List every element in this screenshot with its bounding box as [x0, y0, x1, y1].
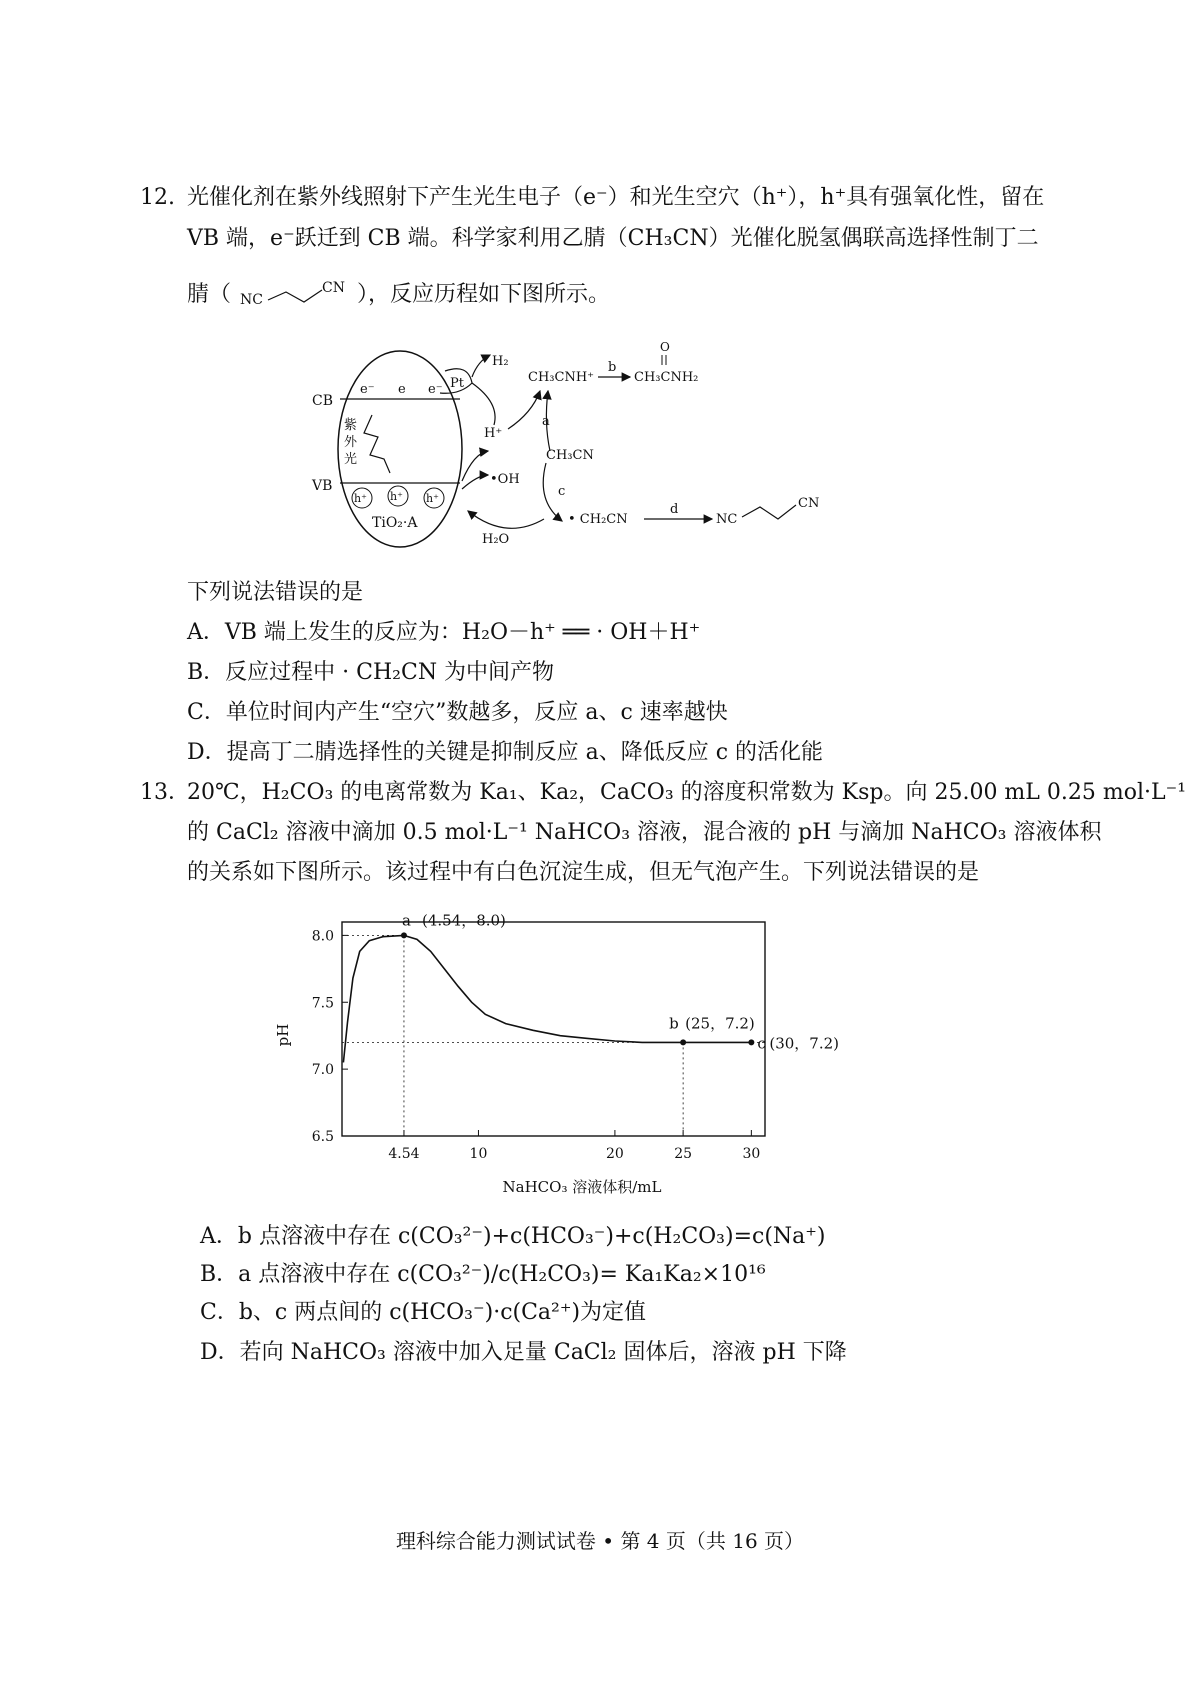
point-a-coords: (4.54，8.0)	[421, 911, 506, 930]
q13-number: 13．	[140, 780, 190, 805]
x-tick-label: 25	[674, 1146, 693, 1162]
step-c-label: c	[558, 484, 566, 499]
x-tick-label: 30	[742, 1146, 761, 1162]
q12-option-c: C．单位时间内产生“空穴”数越多，反应 a、c 速率越快	[187, 700, 728, 725]
point-a	[401, 932, 407, 938]
q13-option-b: B．a 点溶液中存在 c(CO₃²⁻)/c(H₂CO₃)= Ka₁Ka₂×10¹⁶	[200, 1262, 766, 1287]
q13-line-1: 20℃，H₂CO₃ 的电离常数为 Ka₁、Ka₂，CaCO₃ 的溶度积常数为 Ksp。向 25.00 mL 0.25 mol·L⁻¹	[187, 780, 1187, 805]
inline-structure	[238, 278, 350, 312]
q13-line-3: 的关系如下图所示。该过程中有白色沉淀生成，但无气泡产生。下列说法错误的是	[187, 860, 980, 885]
x-tick-label: 10	[469, 1146, 488, 1162]
succinonitrile-structure-icon	[238, 278, 350, 312]
acetonitrile-label: CH₃CN	[546, 448, 594, 463]
point-c-name: c	[757, 1034, 766, 1053]
x-axis-label: NaHCO₃ 溶液体积/mL	[502, 1178, 662, 1196]
q12-line-2: VB 端，e⁻跃迁到 CB 端。科学家利用乙腈（CH₃CN）光催化脱氢偶联高选择性制丁二	[187, 226, 1039, 251]
hole-1: h⁺	[354, 492, 367, 505]
q12-number: 12.	[140, 185, 175, 210]
point-b-name: b	[669, 1014, 679, 1033]
point-b-coords: (25，7.2)	[685, 1014, 755, 1033]
q13-option-c: C．b、c 两点间的 c(HCO₃⁻)·c(Ca²⁺)为定值	[200, 1300, 647, 1325]
electron-3: e⁻	[428, 382, 443, 397]
water-label: H₂O	[482, 532, 510, 547]
ph-curve	[343, 935, 751, 1062]
amide-label: CH₃CNH₂	[634, 370, 699, 385]
inline-cn: CN	[322, 280, 345, 296]
point-a-name: a	[401, 911, 411, 930]
q12-option-b: B．反应过程中 · CH₂CN 为中间产物	[187, 660, 555, 685]
uv-char-2: 外	[344, 435, 358, 450]
product-chain-icon	[742, 505, 796, 519]
product-cn-label: CN	[798, 496, 820, 511]
q12-option-d: D．提高丁二腈选择性的关键是抑制反应 a、降低反应 c 的活化能	[187, 740, 824, 765]
point-b	[680, 1039, 686, 1045]
h2-label: H₂	[492, 354, 509, 369]
holes	[352, 486, 444, 508]
electron-2: e	[398, 382, 406, 397]
q12-stem: 下列说法错误的是	[187, 580, 364, 605]
y-tick-label: 7.0	[311, 1062, 334, 1079]
oh-radical-label: •OH	[490, 472, 520, 487]
q12-line-3-post: ），反应历程如下图所示。	[357, 282, 611, 307]
point-c-coords: (30，7.2)	[769, 1034, 840, 1053]
ch2cn-radical-label: • CH₂CN	[568, 512, 628, 527]
hole-2: h⁺	[390, 490, 403, 503]
q12-option-a: A．VB 端上发生的反应为：H₂O－h⁺ ══ · OH＋H⁺	[187, 620, 701, 645]
ph-chart	[260, 900, 900, 1210]
ch3cnh-label: CH₃CNH⁺	[528, 370, 595, 385]
q13-option-d: D．若向 NaHCO₃ 溶液中加入足量 CaCl₂ 固体后，溶液 pH 下降	[200, 1340, 847, 1365]
y-tick-label: 8.0	[311, 928, 334, 945]
x-tick-label: 4.54	[388, 1146, 420, 1162]
electron-1: e⁻	[360, 382, 375, 397]
step-d-label: d	[670, 502, 679, 517]
cb-label: CB	[312, 393, 333, 409]
x-tick-label: 20	[605, 1146, 624, 1162]
step-a-label: a	[542, 414, 550, 429]
vb-label: VB	[312, 478, 333, 494]
catalyst-label: TiO₂·A	[372, 515, 418, 531]
inline-nc: NC	[240, 292, 263, 308]
page-footer: 理科综合能力测试试卷 • 第 4 页（共 16 页）	[395, 1529, 805, 1553]
hole-3: h⁺	[426, 492, 439, 505]
h-ion-label: H⁺	[484, 426, 503, 441]
q12-line-3-pre: 腈（	[187, 282, 232, 307]
reaction-mechanism-diagram	[300, 333, 860, 563]
point-c	[748, 1039, 754, 1045]
y-tick-label: 6.5	[311, 1129, 334, 1145]
amide-o-label: O	[660, 340, 670, 354]
pt-label: Pt	[450, 376, 464, 391]
uv-char-1: 紫	[344, 418, 358, 433]
lightning-icon	[364, 415, 390, 473]
y-axis-label: pH	[274, 1023, 292, 1047]
step-b-label: b	[608, 360, 617, 375]
q13-line-2: 的 CaCl₂ 溶液中滴加 0.5 mol·L⁻¹ NaHCO₃ 溶液，混合液的 pH 与滴加 NaHCO₃ 溶液体积	[187, 820, 1102, 845]
q13-option-a: A．b 点溶液中存在 c(CO₃²⁻)+c(HCO₃⁻)+c(H₂CO₃)=c(Na⁺)	[200, 1224, 826, 1249]
q12-line-1: 光催化剂在紫外线照射下产生光生电子（e⁻）和光生空穴（h⁺），h⁺具有强氧化性，留在	[187, 185, 1045, 210]
q12-line-3	[187, 278, 610, 312]
uv-char-3: 光	[344, 452, 358, 467]
product-nc-label: NC	[716, 512, 738, 527]
y-tick-label: 7.5	[311, 995, 334, 1012]
